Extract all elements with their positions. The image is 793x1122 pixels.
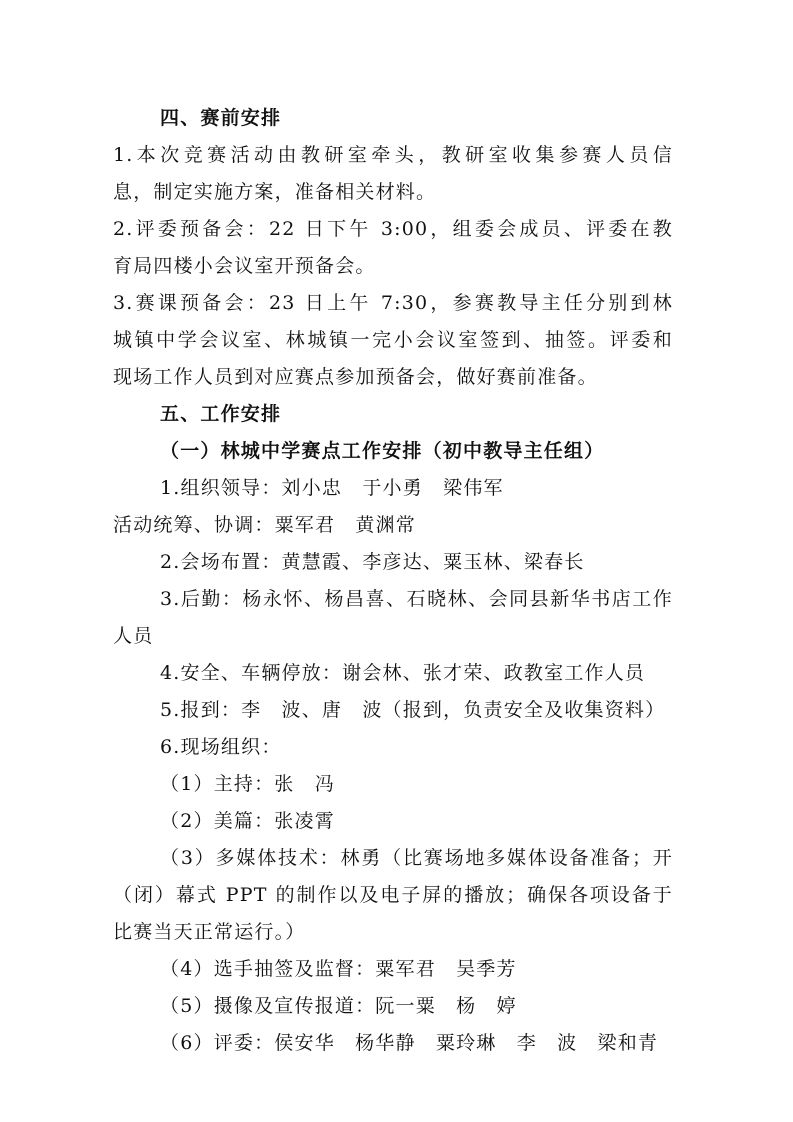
section-4-item-1-line-2: 息，制定实施方案，准备相关材料。 <box>113 181 437 203</box>
logistics-line-1: 3.后勤：杨永怀、杨昌喜、石晓林、会同县新华书店工作 <box>160 588 673 610</box>
judges-line: （6）评委：侯安华 杨华静 粟玲琳 李 波 梁和青 <box>160 1032 659 1054</box>
camera-line: （5）摄像及宣传报道：阮一粟 杨 婷 <box>160 995 517 1017</box>
section-4-item-3-line-1: 3.赛课预备会：23 日上午 7:30，参赛教导主任分别到林 <box>113 292 673 314</box>
onsite-line: 6.现场组织： <box>160 736 282 758</box>
section-4-item-2-line-1: 2.评委预备会：22 日下午 3:00，组委会成员、评委在教 <box>113 218 673 240</box>
section-5-heading: 五、工作安排 <box>160 403 282 425</box>
coordination-line: 活动统筹、协调：粟军君 黄渊常 <box>113 514 417 536</box>
section-4-item-2-line-2: 育局四楼小会议室开预备会。 <box>113 255 376 277</box>
logistics-line-2: 人员 <box>113 625 154 647</box>
media-line-3: 比赛当天正常运行。） <box>113 921 306 943</box>
draw-line: （4）选手抽签及监督：粟军君 吴季芳 <box>160 958 517 980</box>
section-4-item-3-line-2: 城镇中学会议室、林城镇一完小会议室签到、抽签。评委和 <box>113 329 673 351</box>
section-4-item-3-line-3: 现场工作人员到对应赛点参加预备会，做好赛前准备。 <box>113 366 598 388</box>
media-line-2: （闭）幕式 PPT 的制作以及电子屏的播放；确保各项设备于 <box>113 884 673 906</box>
section-5-subheading: （一）林城中学赛点工作安排（初中教导主任组） <box>160 440 605 462</box>
safety-line: 4.安全、车辆停放：谢会林、张才荣、政教室工作人员 <box>160 662 646 684</box>
design-line: （2）美篇：张凌霄 <box>160 810 335 832</box>
host-line: （1）主持：张 冯 <box>160 773 335 795</box>
venue-line: 2.会场布置：黄慧霞、李彦达、粟玉林、梁春长 <box>160 551 585 573</box>
section-4-item-1-line-1: 1.本次竞赛活动由教研室牵头，教研室收集参赛人员信 <box>113 144 673 166</box>
registration-line: 5.报到：李 波、唐 波（报到，负责安全及收集资料） <box>160 699 666 721</box>
media-line-1: （3）多媒体技术：林勇（比赛场地多媒体设备准备；开 <box>160 847 673 869</box>
leaders-line: 1.组织领导：刘小忠 于小勇 梁伟军 <box>160 477 504 499</box>
section-4-heading: 四、赛前安排 <box>160 107 282 129</box>
